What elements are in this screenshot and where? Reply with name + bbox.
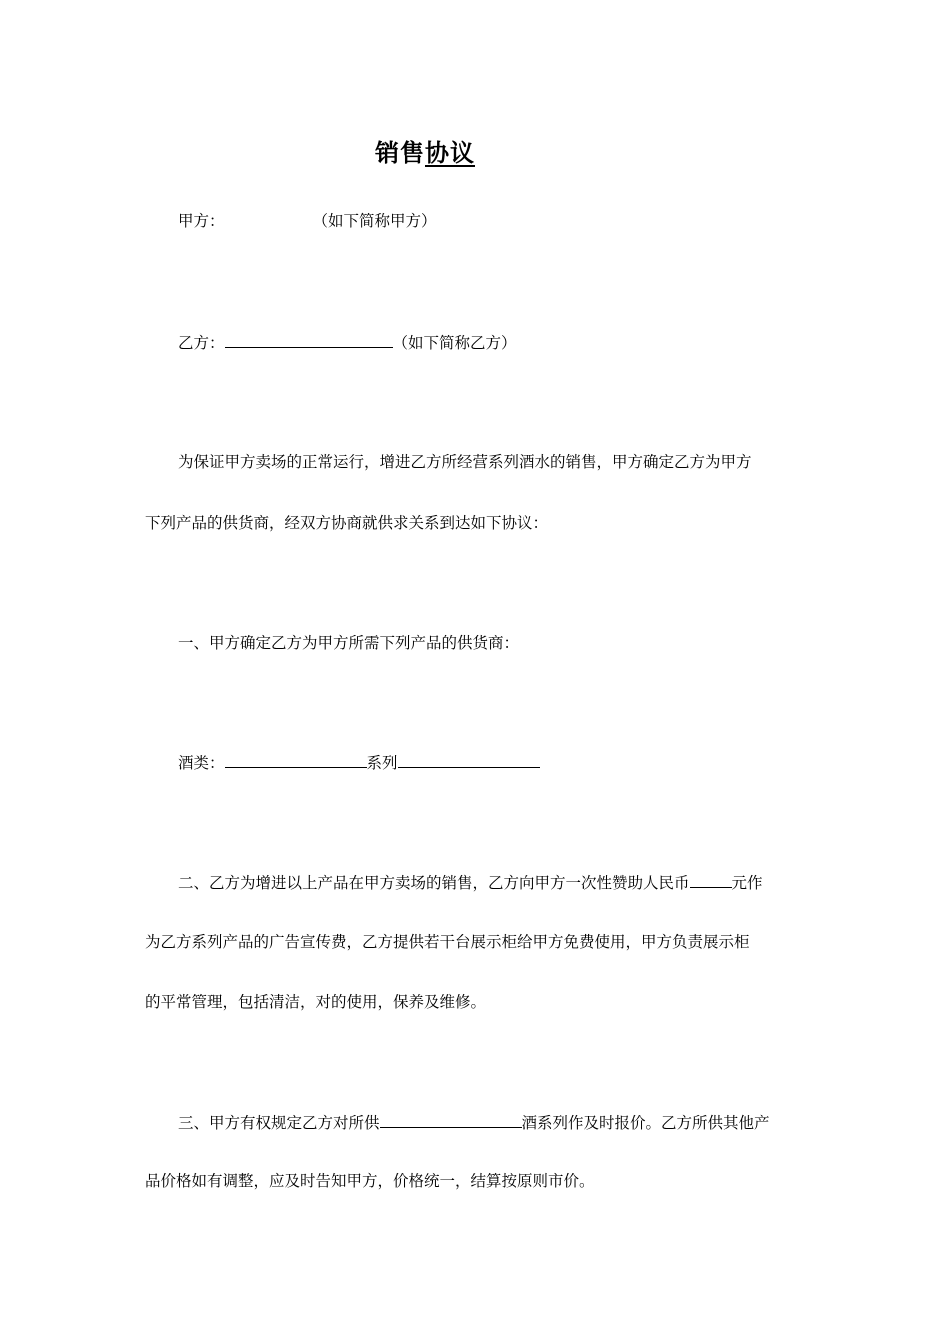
clause3-wine-blank <box>380 1111 522 1128</box>
clause3-line1-b: 酒系列作及时报价。乙方所供其他产 <box>521 1114 770 1132</box>
clause2-line1-a: 二、乙方为增进以上产品在甲方卖场的销售，乙方向甲方一次性赞助人民币 <box>178 874 690 892</box>
clause2-line-2: 为乙方系列产品的广告宣传费，乙方提供若干台展示柜给甲方免费使用，甲方负责展示柜 <box>145 933 750 951</box>
clause2-line-3: 的平常管理，包括清洁，对的使用，保养及维修。 <box>145 993 487 1011</box>
sponsorship-amount-blank <box>690 871 732 888</box>
clause2-line1-b: 元作 <box>731 874 763 892</box>
wine-series-label: 系列 <box>366 754 398 772</box>
clause3-line-2: 品价格如有调整，应及时告知甲方，价格统一，结算按原则市价。 <box>145 1172 595 1190</box>
clause2-line-1 <box>178 871 763 893</box>
clause3-line-1 <box>178 1111 770 1133</box>
intro-line-2: 下列产品的供货商，经双方协商就供求关系到达如下协议： <box>145 514 549 532</box>
party-a-note: （如下简称甲方） <box>312 212 437 230</box>
intro-line-1: 为保证甲方卖场的正常运行，增进乙方所经营系列酒水的销售，甲方确定乙方为甲方 <box>178 453 752 471</box>
clause1-text: 一、甲方确定乙方为甲方所需下列产品的供货商： <box>178 634 520 652</box>
wine-line <box>178 751 540 773</box>
document-title <box>0 133 850 168</box>
party-b-name-blank <box>225 331 393 348</box>
clause3-line1-a: 三、甲方有权规定乙方对所供 <box>178 1114 380 1132</box>
wine-label: 酒类： <box>178 754 225 772</box>
party-a-line <box>178 211 437 231</box>
party-b-label: 乙方： <box>178 334 225 352</box>
party-a-label: 甲方： <box>178 212 225 230</box>
title-part1: 销售 <box>375 139 425 167</box>
wine-series-blank <box>398 751 540 768</box>
party-b-note: （如下简称乙方） <box>392 334 517 352</box>
party-b-line <box>178 331 517 353</box>
wine-type-blank <box>225 751 367 768</box>
title-part2: 协议 <box>425 139 475 167</box>
